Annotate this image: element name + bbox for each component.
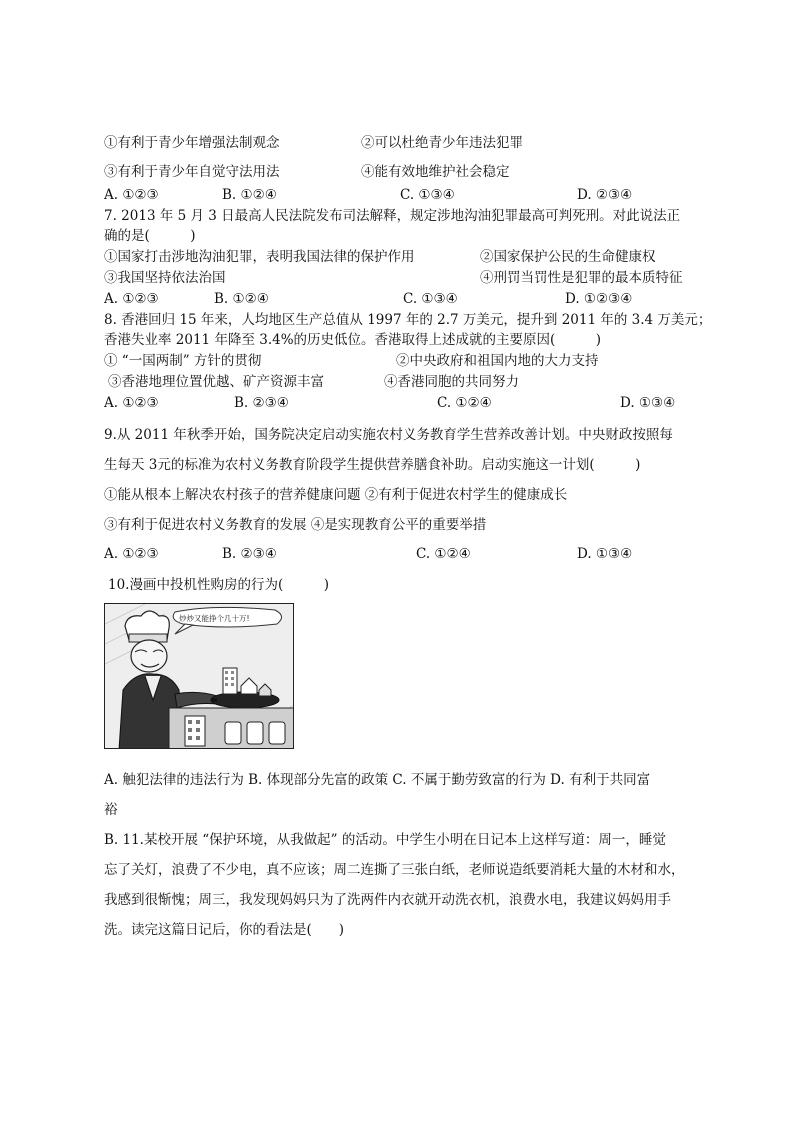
q8-option-a: A. ①②③	[104, 395, 159, 411]
q6-option-b: B. ①②④	[222, 187, 277, 203]
q9-option-a: A. ①②③	[104, 546, 159, 562]
q11-line-1: B. 11.某校开展 “保护环境，从我做起” 的活动。中学生小明在日记本上这样写道：周一，睡觉	[104, 832, 666, 848]
q8-stem-line-2: 香港失业率 2011 年降至 3.4%的历史低位。香港取得上述成就的主要原因( )	[104, 332, 602, 348]
q7-option-a: A. ①②③	[104, 291, 159, 307]
q9-stem-line-2: 生每天 3元的标准为农村义务教育阶段学生提供营养膳食补助。启动实施这一计划( )	[104, 457, 641, 473]
q7-statement-1: ①国家打击涉地沟油犯罪，表明我国法律的保护作用	[104, 249, 415, 265]
q9-option-c: C. ①②④	[416, 546, 471, 562]
q9-option-b: B. ②③④	[222, 546, 277, 562]
q6-option-c: C. ①③④	[400, 187, 455, 203]
q9-option-d: D. ①③④	[577, 546, 633, 562]
q9-stem-line-1: 9.从 2011 年秋季开始，国务院决定启动实施农村义务教育学生营养改善计划。中央财政按照每	[104, 427, 673, 443]
q8-statement-1: ① “一国两制” 方针的贯彻	[104, 353, 262, 369]
q8-option-d: D. ①③④	[620, 395, 676, 411]
q6-statement-4: ④能有效地维护社会稳定	[361, 164, 510, 180]
q6-option-a: A. ①②③	[104, 187, 159, 203]
q7-stem-line-1: 7. 2013 年 5 月 3 日最高人民法院发布司法解释，规定涉地沟油犯罪最高可判死刑。对此说法正	[104, 208, 681, 224]
cartoon-caption: 炒炒又能挣个几十万!	[179, 614, 250, 623]
q8-option-b: B. ②③④	[234, 395, 289, 411]
q8-option-c: C. ①②④	[437, 395, 492, 411]
q8-stem-line-1: 8. 香港回归 15 年来，人均地区生产总值从 1997 年的 2.7 万美元，提升到 2011 年的 3.4 万美元；	[104, 312, 712, 328]
q7-statement-2: ②国家保护公民的生命健康权	[480, 249, 656, 265]
q11-line-2: 忘了关灯，浪费了不少电，真不应该；周二连撕了三张白纸，老师说造纸要消耗大量的木材和水，	[104, 862, 685, 878]
q10-options-line-2: 裕	[104, 802, 118, 818]
q11-line-4: 洗。读完这篇日记后，你的看法是( )	[104, 922, 345, 938]
q8-statement-3: ③香港地理位置优越、矿产资源丰富	[108, 374, 324, 390]
q7-stem-line-2: 确的是( )	[104, 228, 196, 244]
q7-option-d: D. ①②③④	[565, 291, 633, 307]
cartoon-illustration	[105, 604, 294, 749]
q7-option-b: B. ①②④	[214, 291, 269, 307]
q6-statement-1: ①有利于青少年增强法制观念	[104, 135, 280, 151]
q6-option-d: D. ②③④	[577, 187, 633, 203]
q10-options-line-1: A. 触犯法律的违法行为 B. 体现部分先富的政策 C. 不属于勤劳致富的行为 D. 有利于共同富	[104, 772, 651, 788]
q7-statement-4: ④刑罚当罚性是犯罪的最本质特征	[480, 270, 683, 286]
q11-line-3: 我感到很惭愧；周三，我发现妈妈只为了洗两件内衣就开动洗衣机，浪费水电，我建议妈妈用手	[104, 892, 671, 908]
q10-stem: 10.漫画中投机性购房的行为( )	[108, 577, 330, 593]
q6-statement-3: ③有利于青少年自觉守法用法	[104, 164, 280, 180]
q8-statement-4: ④香港同胞的共同努力	[384, 374, 519, 390]
q7-option-c: C. ①③④	[403, 291, 458, 307]
q9-statements-3-4: ③有利于促进农村义务教育的发展 ④是实现教育公平的重要举措	[104, 517, 487, 533]
q6-statement-2: ②可以杜绝青少年违法犯罪	[361, 135, 523, 151]
speculative-housing-cartoon	[104, 603, 294, 749]
q8-statement-2: ②中央政府和祖国内地的大力支持	[396, 353, 599, 369]
q9-statements-1-2: ①能从根本上解决农村孩子的营养健康问题 ②有利于促进农村学生的健康成长	[104, 487, 568, 503]
q7-statement-3: ③我国坚持依法治国	[104, 270, 226, 286]
